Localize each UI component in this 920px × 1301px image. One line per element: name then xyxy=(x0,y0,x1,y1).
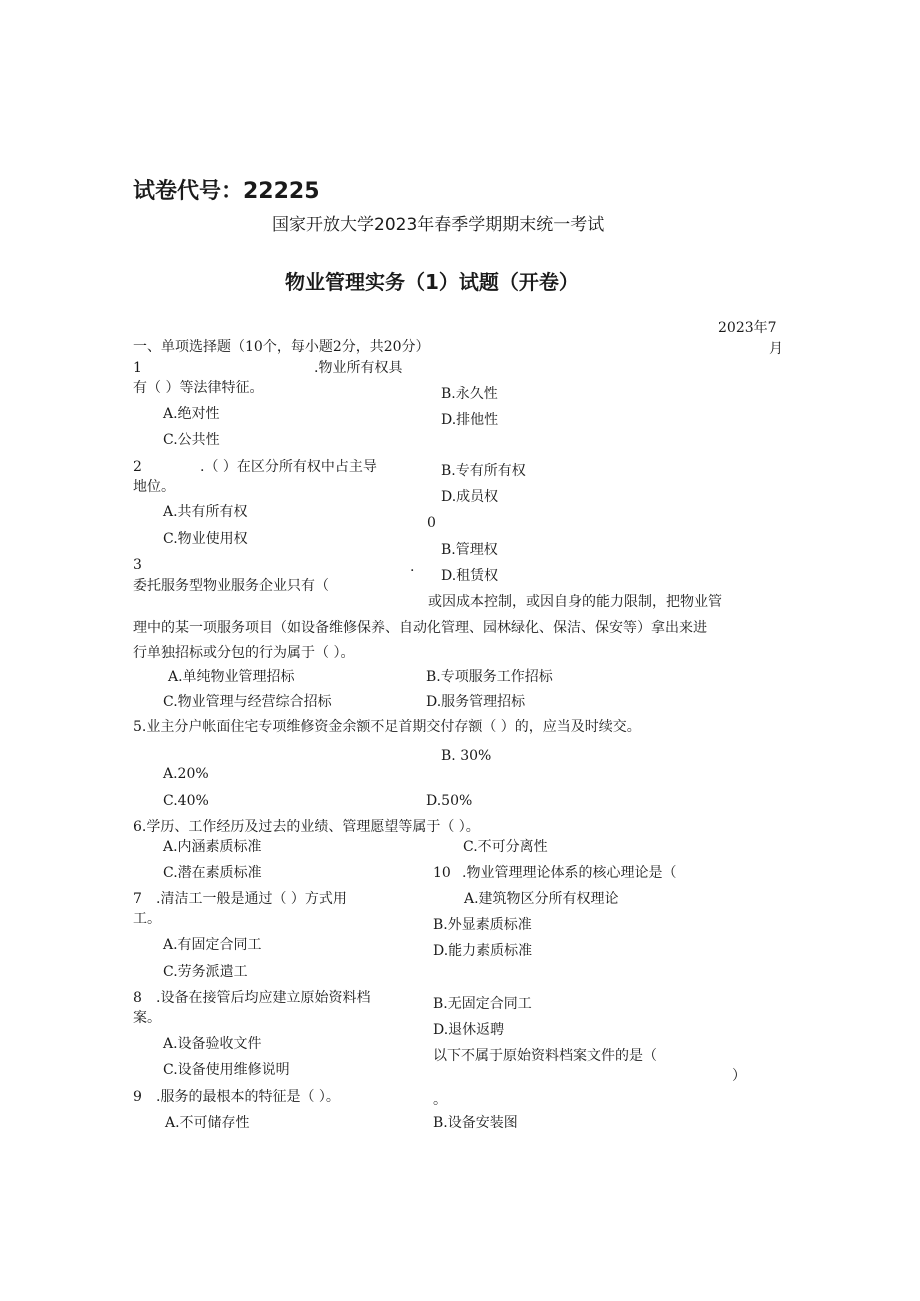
q7-stem-line2: 工。 xyxy=(133,911,161,927)
q6-option-a: A.内涵素质标准 xyxy=(163,839,262,855)
q1-option-a: A.绝对性 xyxy=(163,406,220,422)
q7-stem: .清洁工一般是通过（ ）方式用 xyxy=(156,891,347,907)
q7-number: 7 xyxy=(133,891,142,907)
q7-option-b: B.无固定合同工 xyxy=(433,996,532,1012)
exam-title: 国家开放大学2023年春季学期期末统一考试 xyxy=(272,215,605,235)
q3-option-b: B.管理权 xyxy=(441,542,498,558)
q3-number: 3 xyxy=(133,557,142,573)
q6-stem: 6.学历、工作经历及过去的业绩、管理愿望等属于（ ）。 xyxy=(133,819,480,835)
q6-option-b: B.外显素质标准 xyxy=(433,917,532,933)
q8-closing-paren: ） xyxy=(732,1068,746,1084)
q2-option-d: D.成员权 xyxy=(441,489,499,505)
q1-option-c: C.公共性 xyxy=(163,432,220,448)
q8-stem-end: 。 xyxy=(433,1092,447,1108)
q1-option-b: B.永久性 xyxy=(441,386,498,402)
q8-number: 8 xyxy=(133,990,142,1006)
q6-option-c: C.潜在素质标准 xyxy=(163,865,262,881)
q9-stem: .服务的最根本的特征是（ ）。 xyxy=(156,1089,340,1105)
q9-option-c: C.不可分离性 xyxy=(463,839,548,855)
q1-option-d: D.排他性 xyxy=(441,412,499,428)
q4-option-b: B.专项服务工作招标 xyxy=(426,669,553,685)
stray-mark: 0 xyxy=(427,515,436,531)
q8-option-c: C.设备使用维修说明 xyxy=(163,1062,290,1078)
q4-option-d: D.服务管理招标 xyxy=(426,694,526,710)
q2-option-c: C.物业使用权 xyxy=(163,531,248,547)
q1-stem: .物业所有权具 xyxy=(314,360,403,376)
q8-option-a: A.设备验收文件 xyxy=(163,1036,262,1052)
q4-stem-line1: 或因成本控制，或因自身的能力限制，把物业管 xyxy=(428,594,722,610)
q1-number: 1 xyxy=(133,360,142,376)
q7-option-c: C.劳务派遣工 xyxy=(163,964,248,980)
q9-option-a: A.不可储存性 xyxy=(165,1115,250,1131)
q5-option-d: D.50% xyxy=(426,793,473,809)
stray-dot: . xyxy=(410,559,415,575)
q2-stem-line2: 地位。 xyxy=(133,479,175,495)
q5-option-c: C.40% xyxy=(163,793,209,809)
q6-option-d: D.能力素质标准 xyxy=(433,943,533,959)
q8-stem: .设备在接管后均应建立原始资料档 xyxy=(156,990,371,1006)
q2-option-b: B.专有所有权 xyxy=(441,463,526,479)
section-heading: 一、单项选择题（10个，每小题2分，共20分） xyxy=(133,339,430,355)
q4-option-a: A.单纯物业管理招标 xyxy=(168,669,295,685)
q10-option-a: A.建筑物区分所有权理论 xyxy=(464,891,619,907)
q2-number: 2 xyxy=(133,459,142,475)
q10-stem: .物业管理理论体系的核心理论是（ xyxy=(462,865,677,881)
q2-option-a: A.共有所有权 xyxy=(163,504,248,520)
q4-option-c: C.物业管理与经营综合招标 xyxy=(163,694,332,710)
q9-number: 9 xyxy=(133,1089,142,1105)
subject-title: 物业管理实务（1）试题（开卷） xyxy=(285,270,579,294)
q10-number: 10 xyxy=(433,865,451,881)
exam-date-line1: 2023年7 xyxy=(718,320,777,336)
q5-option-a: A.20% xyxy=(163,766,209,782)
q3-stem-line2: 委托服务型物业服务企业只有（ xyxy=(133,578,329,594)
q4-stem-line3: 行单独招标或分包的行为属于（ ）。 xyxy=(133,645,355,661)
q7-option-a: A.有固定合同工 xyxy=(163,937,262,953)
q8-stem-line2: 案。 xyxy=(133,1010,161,1026)
q5-stem: 5.业主分户帐面住宅专项维修资金余额不足首期交付存额（ ）的，应当及时续交。 xyxy=(133,719,641,735)
q8-stem-right: 以下不属于原始资料档案文件的是（ xyxy=(433,1048,657,1064)
q1-stem-line2: 有（ ）等法律特征。 xyxy=(133,380,264,396)
q5-option-b: B. 30% xyxy=(441,748,492,764)
q2-stem: .（ ）在区分所有权中占主导 xyxy=(200,459,377,475)
q8-option-b: B.设备安装图 xyxy=(433,1115,518,1131)
q3-option-d: D.租赁权 xyxy=(441,568,499,584)
q4-stem-line2: 理中的某一项服务项目（如设备维修保养、自动化管理、园林绿化、保洁、保安等）拿出来进 xyxy=(133,620,707,636)
q7-option-d: D.退休返聘 xyxy=(433,1022,505,1038)
paper-code: 试卷代号：22225 xyxy=(133,179,320,204)
exam-date-line2: 月 xyxy=(769,341,783,357)
